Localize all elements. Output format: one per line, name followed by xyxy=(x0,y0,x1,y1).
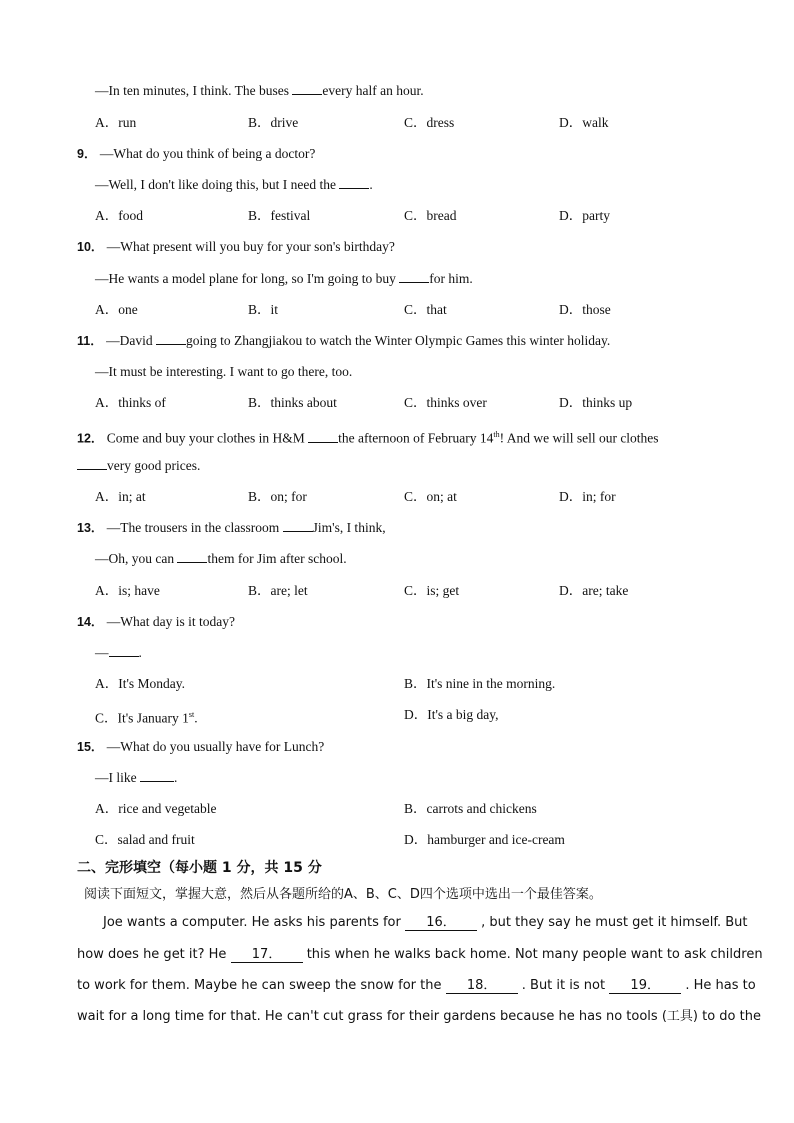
q8-option-d: D．walk xyxy=(559,115,609,130)
q8-text-b: every half an hour. xyxy=(322,83,424,98)
q14-option-c-sup: st xyxy=(188,710,195,719)
answer-blank xyxy=(308,430,338,443)
passage-line-1 xyxy=(103,914,747,932)
question-number: 15． xyxy=(77,740,104,754)
q14-line2 xyxy=(95,644,142,662)
q8-text-a: —In ten minutes, I think. The buses xyxy=(95,83,293,98)
q8-option-a: A．run xyxy=(95,115,137,130)
q12-text-c: ! And we will sell our clothes xyxy=(499,430,659,446)
q13-option-d: D．are; take xyxy=(559,583,629,598)
answer-blank xyxy=(283,519,313,532)
passage-line-3 xyxy=(77,977,756,995)
answer-blank xyxy=(177,550,207,563)
q15-line2 xyxy=(95,769,177,787)
q10-option-d: D．those xyxy=(559,302,611,317)
q12-option-c: C．on; at xyxy=(404,489,457,504)
question-number: 9． xyxy=(77,147,97,161)
q14-question-text: —What day is it today? xyxy=(106,614,235,629)
cloze-blank-17: 17． xyxy=(231,948,303,963)
q15-option-d: D．hamburger and ice-cream xyxy=(404,832,565,847)
q8-line2 xyxy=(95,82,424,100)
q14-option-b: B．It's nine in the morning. xyxy=(404,676,556,691)
q13-text-d: them for Jim after school. xyxy=(207,551,347,566)
q8-option-c: C．dress xyxy=(404,115,455,130)
answer-blank xyxy=(156,332,186,345)
q15-text-b: . xyxy=(174,770,178,785)
q14-dash: — xyxy=(95,645,109,660)
section-heading: 二、完形填空（每小题 1 分，共 15 分 xyxy=(77,860,322,876)
answer-blank xyxy=(339,176,369,189)
q12-text-d: very good prices. xyxy=(107,458,201,473)
q13-option-c: C．is; get xyxy=(404,583,460,598)
q12-line2 xyxy=(77,457,200,475)
q11-option-d: D．thinks up xyxy=(559,395,633,410)
q14-option-d: D．It's a big day, xyxy=(404,707,499,722)
q12-text-b: the afternoon of February 14 xyxy=(338,430,494,446)
passage-text: Joe wants a computer. He asks his parents for xyxy=(103,915,405,930)
q11-option-b: B．thinks about xyxy=(248,395,337,410)
q13-text-b: Jim's, I think, xyxy=(312,520,386,535)
q9-text-a: —Well, I don't like doing this, but I need the xyxy=(95,177,340,192)
question-number: 10． xyxy=(77,240,104,254)
q9-line2 xyxy=(95,176,373,194)
answer-blank xyxy=(77,457,107,470)
q9-option-d: D．party xyxy=(559,208,610,223)
q12-option-a: A．in; at xyxy=(95,489,146,504)
q14-option-a: A．It's Monday. xyxy=(95,676,186,691)
q14-line1 xyxy=(77,613,235,631)
q10-option-a: A．one xyxy=(95,302,138,317)
passage-text: this when he walks back home. Not many people want to ask children xyxy=(302,947,763,962)
q13-text-a: —The trousers in the classroom xyxy=(106,520,283,535)
q11-text-b: going to Zhangjiakou to watch the Winter Olympic Games this winter holiday. xyxy=(185,333,611,348)
q9-option-b: B．festival xyxy=(248,208,311,223)
q12-option-d: D．in; for xyxy=(559,489,616,504)
q10-option-b: B．it xyxy=(248,302,279,317)
q13-option-a: A．is; have xyxy=(95,583,160,598)
q12-superscript: th xyxy=(493,430,500,439)
passage-line-2 xyxy=(77,946,763,964)
q14-option-c xyxy=(95,706,198,728)
q11-line2: —It must be interesting. I want to go there, too. xyxy=(95,364,353,379)
q15-text-a: —I like xyxy=(95,770,140,785)
q13-line2 xyxy=(95,550,347,568)
q13-text-c: —Oh, you can xyxy=(95,551,178,566)
q12-option-b: B．on; for xyxy=(248,489,307,504)
passage-text: . But it is not xyxy=(517,978,610,993)
question-number: 13． xyxy=(77,521,104,535)
q12-line1 xyxy=(77,426,659,448)
q15-option-a: A．rice and vegetable xyxy=(95,801,217,816)
answer-blank xyxy=(140,769,174,782)
q15-line1 xyxy=(77,738,324,756)
question-number: 11． xyxy=(77,334,103,348)
cloze-blank-18: 18． xyxy=(446,979,518,994)
q15-option-b: B．carrots and chickens xyxy=(404,801,537,816)
passage-line-4: wait for a long time for that. He can't cut grass for their gardens because he has no tools (工具) to do the xyxy=(77,1009,761,1024)
answer-blank xyxy=(399,270,429,283)
q14-option-c-text: C．It's January 1 xyxy=(95,710,189,726)
q10-text-b: for him. xyxy=(429,271,473,286)
passage-text: how does he get it? He xyxy=(77,947,231,962)
q13-option-b: B．are; let xyxy=(248,583,308,598)
q9-line1 xyxy=(77,145,315,163)
question-number: 12． xyxy=(77,431,104,446)
q9-option-c: C．bread xyxy=(404,208,457,223)
section-instruction: 阅读下面短文，掌握大意，然后从各题所给的A、B、C、D四个选项中选出一个最佳答案。 xyxy=(84,887,602,902)
q12-text-a: Come and buy your clothes in H&M xyxy=(106,430,309,446)
q13-line1 xyxy=(77,519,386,537)
q14-period: . xyxy=(138,645,142,660)
q11-text-a: —David xyxy=(106,333,156,348)
q10-line1 xyxy=(77,238,395,256)
passage-text: . He has to xyxy=(681,978,756,993)
q10-text-a: —He wants a model plane for long, so I'm going to buy xyxy=(95,271,400,286)
cloze-blank-16: 16． xyxy=(405,916,477,931)
q9-question-text: —What do you think of being a doctor? xyxy=(99,146,316,161)
passage-text: to work for them. Maybe he can sweep the snow for the xyxy=(77,978,446,993)
q10-option-c: C．that xyxy=(404,302,447,317)
passage-text: , but they say he must get it himself. But xyxy=(476,915,748,930)
answer-blank xyxy=(292,82,322,95)
answer-blank xyxy=(109,644,139,657)
q14-option-c-end: . xyxy=(194,710,198,726)
q15-option-c: C．salad and fruit xyxy=(95,832,195,847)
q11-option-a: A．thinks of xyxy=(95,395,166,410)
cloze-blank-19: 19． xyxy=(609,979,681,994)
q9-text-b: . xyxy=(369,177,373,192)
q15-question-text: —What do you usually have for Lunch? xyxy=(106,739,325,754)
q9-option-a: A．food xyxy=(95,208,143,223)
q11-line1 xyxy=(77,332,610,350)
q8-option-b: B．drive xyxy=(248,115,299,130)
q10-line2 xyxy=(95,270,473,288)
question-number: 14． xyxy=(77,615,104,629)
q10-question-text: —What present will you buy for your son's birthday? xyxy=(106,239,395,254)
q11-option-c: C．thinks over xyxy=(404,395,487,410)
